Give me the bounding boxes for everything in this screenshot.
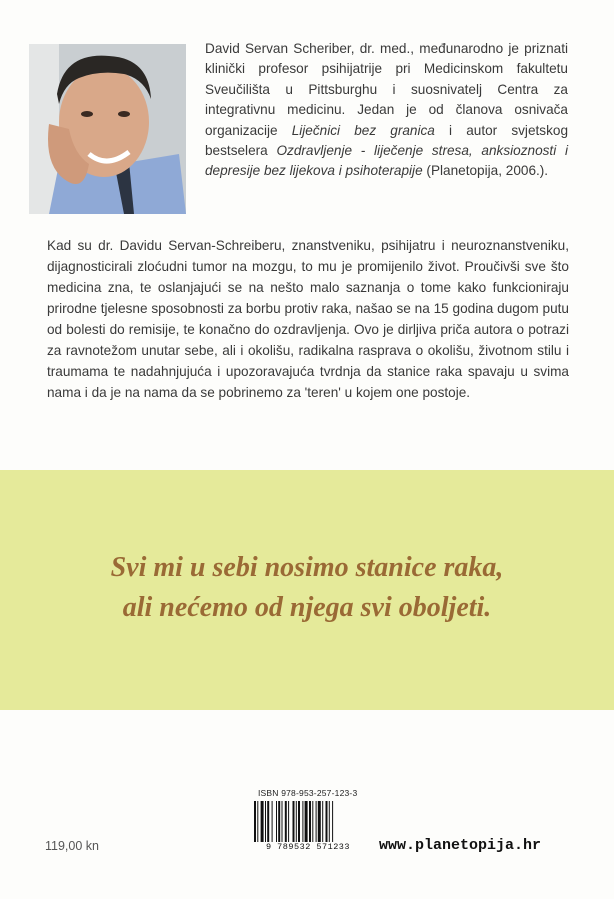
price: 119,00 kn bbox=[45, 839, 99, 853]
book-title: Ozdravljenje - liječenje stresa, anksioznosti i depresije bez lijekova i psihoterapije bbox=[205, 143, 568, 179]
organization-name: Liječnici bez granica bbox=[291, 122, 435, 138]
barcode-number: 9 789532 571233 bbox=[254, 842, 362, 852]
book-description: Kad su dr. Davidu Servan-Schreiberu, znanstveniku, psihijatru i neuroznanstveniku, dijagnosticirali zloćudni tumor na mozgu, to mu je promijenilo život. Proučivši sve što medicina zna, te oslanjajući se na nešto malo saznanja o tome kako funkcioniraju prirodne tjelesne sposobnosti za borbu protiv raka, našao se na 15 godina dugom putu od bolesti do remisije, te konačno do ozdravljenja. Ovo je dirljiva priča autora o potrazi za ravnotežom unutar sebe, ali i okolišu, radikalna rasprava o okolišu, životnom stilu i traumama te nadahnjujuća i upozoravajuća tvrdnja da stanice raka spavaju u svima nama i da je na nama da se pobrinemo za 'teren' u kojem one postoje. bbox=[47, 238, 569, 400]
quote-line-2: ali nećemo od njega svi oboljeti. bbox=[122, 592, 492, 623]
isbn-label: ISBN 978-953-257-123-3 bbox=[258, 788, 358, 798]
publisher-website[interactable]: www.planetopija.hr bbox=[379, 837, 542, 854]
quote-line-1: Svi mi u sebi nosimo stanice raka, bbox=[110, 552, 504, 583]
author-bio: David Servan Scheriber, dr. med., međunarodno je priznati klinički profesor psihijatrije pri Medicinskom fakultetu Sveučilišta u Pittsburghu i suosnivatelj Centra za integrativnu medicinu. Jedan je od članova osnivača organizacije Liječnici bez granica i autor svjetskog bestselera Ozdravljenje - liječenje stresa, anksioznosti i depresije bez lijekova i psihoterapije (Planetopija, 2006.). bbox=[205, 41, 568, 179]
pull-quote bbox=[0, 548, 614, 628]
author-photo bbox=[29, 44, 186, 214]
